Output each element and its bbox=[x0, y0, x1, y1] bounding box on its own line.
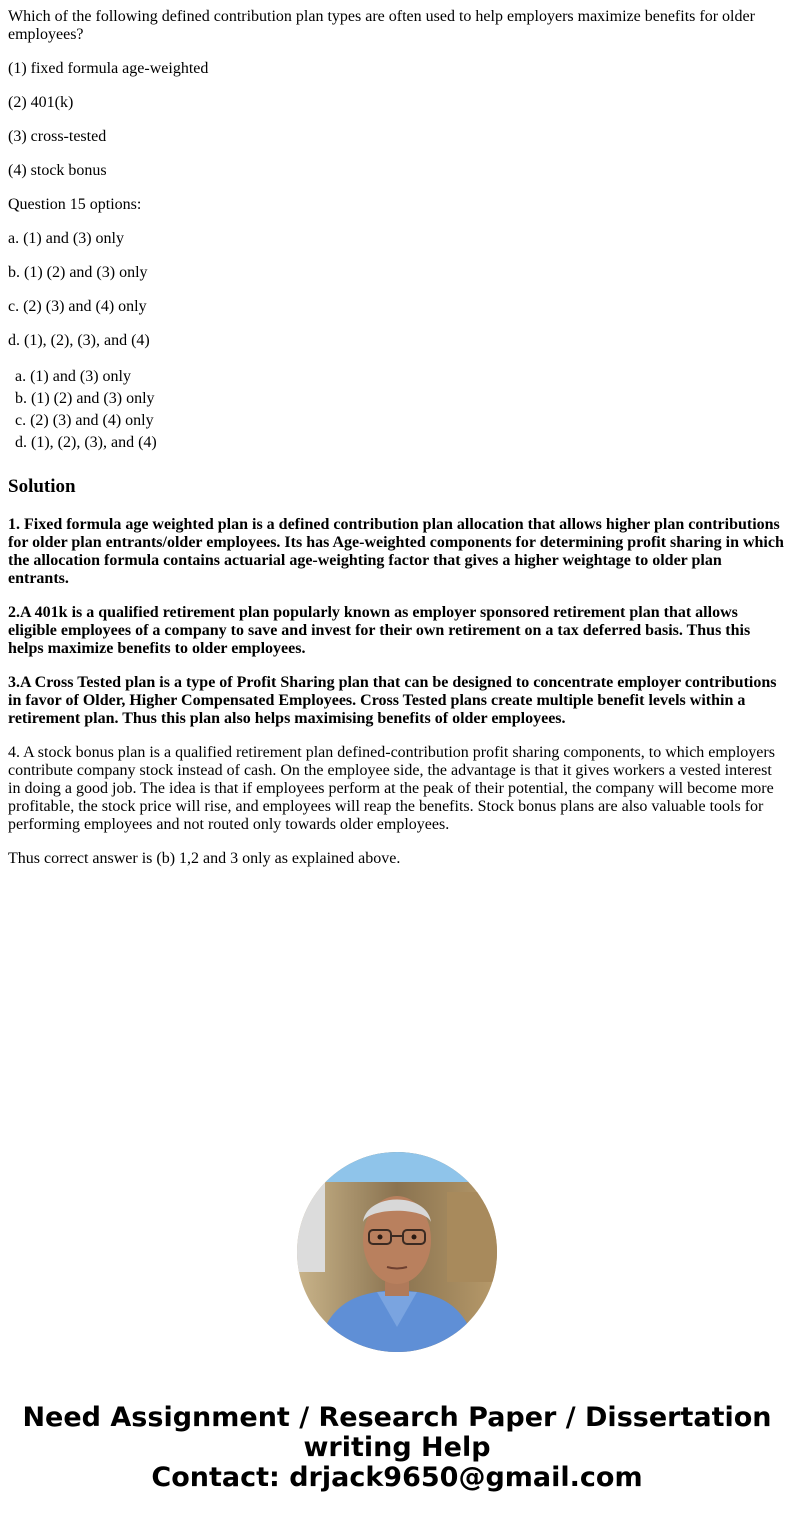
question-item-3: (3) cross-tested bbox=[8, 128, 107, 145]
question-text: Which of the following defined contribution plan types are often used to help employers maximize benefits for older employees? bbox=[8, 8, 755, 43]
answer-choice-d: d. (1), (2), (3), and (4) bbox=[15, 434, 157, 451]
answer-choice-b: b. (1) (2) and (3) only bbox=[15, 390, 155, 407]
tutor-avatar-image bbox=[297, 1152, 497, 1352]
solution-heading: Solution bbox=[8, 476, 76, 497]
footer-line-1: Need Assignment / Research Paper / Dissertation bbox=[22, 1402, 772, 1433]
solution-paragraph-2: 2.A 401k is a qualified retirement plan popularly known as employer sponsored retirement plan that allows eligible employees of a company to save and invest for their own retirement on a tax deferred basis. Thus this helps maximize benefits to older employees. bbox=[8, 604, 751, 657]
solution-paragraph-4: 4. A stock bonus plan is a qualified retirement plan defined-contribution profit sharing components, to which employers contribute company stock instead of cash. On the employee side, the advantage is that it gives workers a vested interest in doing a good job. The idea is that if employees perform at the peak of their potential, the company will become more profitable, the stock price will rise, and employees will reap the benefits. Stock bonus plans are also valuable tools for performing employees and not routed only towards older employees. bbox=[8, 744, 775, 833]
option-b: b. (1) (2) and (3) only bbox=[8, 264, 148, 281]
solution-paragraph-1: 1. Fixed formula age weighted plan is a defined contribution plan allocation that allows higher plan contributions for older plan entrants/older employees. Its has Age-weighted components for determining profit sharing in which the allocation formula contains actuarial age-weighting factor that gives a higher weightage to older plan entrants. bbox=[8, 516, 784, 587]
answer-choice-a: a. (1) and (3) only bbox=[15, 368, 131, 385]
solution-paragraph-3: 3.A Cross Tested plan is a type of Profit Sharing plan that can be designed to concentrate employer contributions in favor of Older, Higher Compensated Employees. Cross Tested plans create multiple benefit levels within a retirement plan. Thus this plan also helps maximising benefits of older employees. bbox=[8, 674, 777, 727]
footer-banner bbox=[0, 1403, 794, 1493]
option-d: d. (1), (2), (3), and (4) bbox=[8, 332, 150, 349]
options-label: Question 15 options: bbox=[8, 196, 142, 213]
question-item-4: (4) stock bonus bbox=[8, 162, 107, 179]
option-c: c. (2) (3) and (4) only bbox=[8, 298, 147, 315]
tutor-avatar bbox=[297, 1152, 497, 1352]
footer-line-2: writing Help bbox=[303, 1432, 491, 1463]
solution-conclusion: Thus correct answer is (b) 1,2 and 3 only as explained above. bbox=[8, 850, 401, 867]
answer-choice-c: c. (2) (3) and (4) only bbox=[15, 412, 154, 429]
answer-choice-list bbox=[8, 366, 786, 454]
question-item-1: (1) fixed formula age-weighted bbox=[8, 60, 209, 77]
question-item-2: (2) 401(k) bbox=[8, 94, 74, 111]
option-a: a. (1) and (3) only bbox=[8, 230, 124, 247]
footer-contact: Contact: drjack9650@gmail.com bbox=[151, 1462, 643, 1493]
